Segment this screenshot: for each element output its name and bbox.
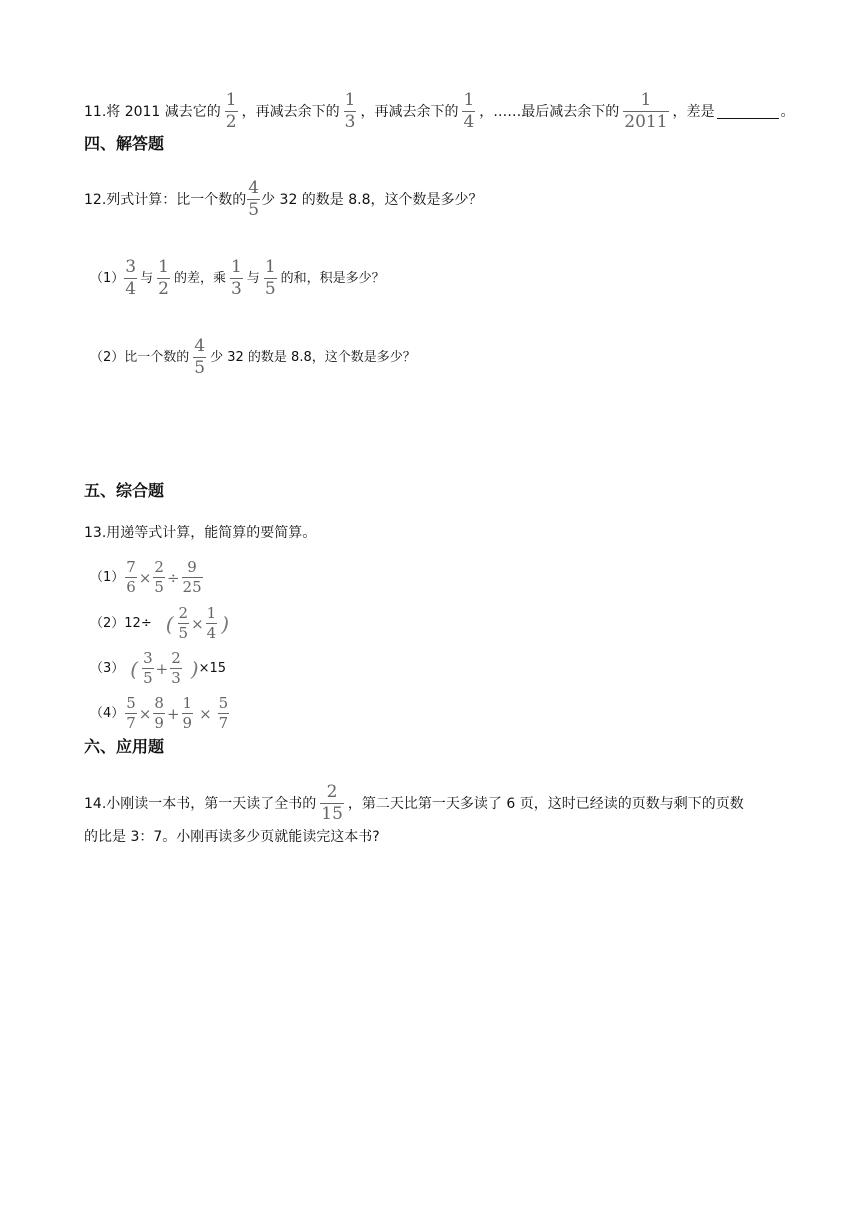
fraction-one-half: $\frac{1}{2}$: [225, 90, 237, 132]
q13p2-label: （2）12÷: [90, 615, 152, 631]
question-13-part-2: [90, 606, 232, 641]
section-heading-4: 四、解答题: [84, 134, 165, 153]
question-13-title: 13.用递等式计算，能简算的要简算。: [84, 525, 317, 541]
q11-text-5: ，差是: [672, 103, 715, 120]
q11-text-1: 11.将 2011 减去它的: [84, 103, 221, 120]
plus-sign: +: [166, 704, 180, 723]
fraction-five-sevenths: $\frac{5}{7}$: [218, 694, 229, 732]
q12-text-2: 少 32 的数是 8.8，这个数是多少？: [261, 191, 483, 208]
q12p1-text-2: 的差，乘: [173, 270, 226, 286]
fraction-one-fifth: $\frac{1}{5}$: [264, 257, 276, 299]
question-13-part-3: [90, 651, 226, 686]
right-paren: ): [190, 656, 199, 681]
q11-text-2: ，再减去余下的: [241, 103, 340, 120]
q12p1-text-4: 的和，积是多少？: [280, 270, 385, 286]
q12-text-1: 12.列式计算：比一个数的: [84, 191, 247, 208]
times-sign: ×: [138, 568, 152, 587]
fraction-two-fifths: $\frac{2}{5}$: [178, 604, 189, 642]
q12p1-label: （1）: [90, 270, 125, 286]
fraction-one-third: $\frac{1}{3}$: [230, 257, 242, 299]
right-paren: ): [221, 611, 230, 636]
fraction-four-fifths: $\frac{4}{5}$: [194, 336, 206, 378]
question-11: [84, 92, 795, 131]
section-heading-5: 五、综合题: [84, 481, 165, 500]
fraction-one-ninth: $\frac{1}{9}$: [182, 694, 193, 732]
q12p2-label: （2）比一个数的: [90, 349, 190, 365]
question-13-part-4: [90, 696, 230, 731]
left-paren: (: [130, 656, 139, 681]
fraction-seven-sixths: $\frac{7}{6}$: [126, 558, 136, 596]
fraction-one-quarter: $\frac{1}{4}$: [463, 90, 475, 132]
q12p2-text-1: 少 32 的数是 8.8，这个数是多少？: [210, 349, 416, 365]
fraction-eight-ninths: $\frac{8}{9}$: [154, 694, 164, 732]
fraction-five-sevenths: $\frac{5}{7}$: [126, 694, 136, 732]
left-paren: (: [165, 611, 174, 636]
fraction-three-quarters: $\frac{3}{4}$: [125, 257, 137, 299]
section-heading-6: 六、应用题: [84, 737, 165, 756]
fraction-nine-twentyfifths: $\frac{9}{25}$: [182, 558, 202, 596]
times-sign: ×: [199, 704, 212, 723]
q13p3-tail: ×15: [198, 660, 227, 676]
fraction-four-fifths: $\frac{4}{5}$: [248, 178, 260, 220]
fraction-one-third: $\frac{1}{3}$: [344, 90, 356, 132]
question-14-line-2: 的比是 3：7。小刚再读多少页就能读完这本书?: [84, 829, 380, 845]
fraction-two-fifteenths: $\frac{2}{15}$: [321, 782, 343, 824]
fraction-one-half: $\frac{1}{2}$: [158, 257, 169, 299]
q13p3-label: （3）: [90, 660, 125, 676]
q12p1-text-3: 与: [246, 270, 260, 286]
q14-text-1: 14.小刚读一本书，第一天读了全书的: [84, 795, 317, 812]
q12p1-text-1: 与: [140, 270, 154, 286]
question-14-line-1: [84, 784, 744, 823]
fraction-one-over-2011: $\frac{1}{2011}$: [624, 90, 668, 132]
q13p1-label: （1）: [90, 569, 125, 585]
q13p4-label: （4）: [90, 705, 125, 721]
question-12-part-2: [90, 338, 416, 377]
answer-blank[interactable]: [717, 104, 779, 119]
question-13-part-1: [90, 560, 204, 595]
divide-sign: ÷: [166, 568, 180, 587]
q11-text-3: ，再减去余下的: [360, 103, 459, 120]
q11-text-6: 。: [780, 103, 795, 120]
question-12-part-1: [90, 259, 385, 298]
fraction-three-fifths: $\frac{3}{5}$: [143, 649, 153, 687]
fraction-two-thirds: $\frac{2}{3}$: [171, 649, 181, 687]
plus-sign: +: [155, 659, 169, 678]
fraction-one-quarter: $\frac{1}{4}$: [206, 604, 217, 642]
q14-text-2: ，第二天比第一天多读了 6 页，这时已经读的页数与剩下的页数: [347, 795, 744, 812]
question-12: [84, 180, 483, 219]
q11-text-4: ，……最后减去余下的: [479, 103, 620, 120]
times-sign: ×: [191, 614, 204, 633]
fraction-two-fifths: $\frac{2}{5}$: [154, 558, 164, 596]
times-sign: ×: [138, 704, 152, 723]
